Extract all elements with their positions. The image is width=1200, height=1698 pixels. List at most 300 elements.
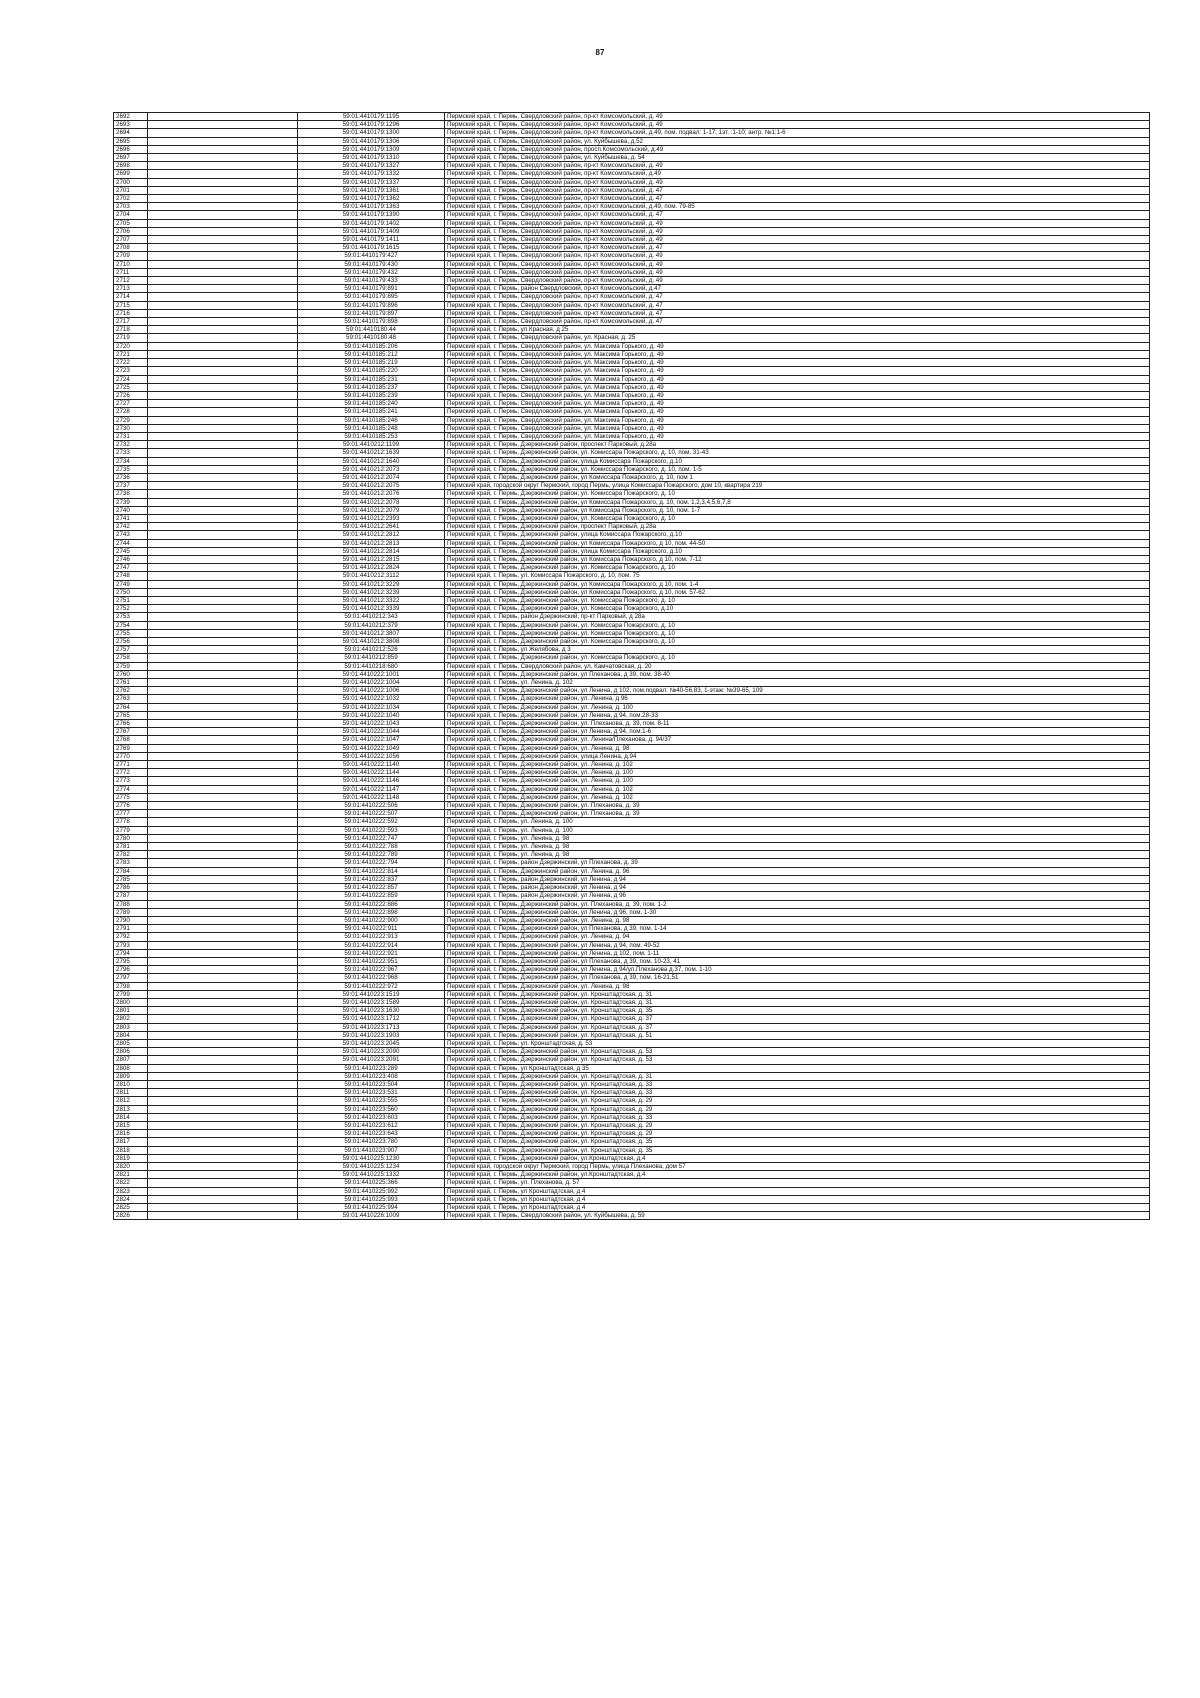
table-row: [114, 457, 1150, 465]
table-row: [114, 711, 1150, 719]
cadastral-number-cell: 59:01:4410225:1234: [298, 1163, 445, 1171]
row-number-cell: 2803: [114, 1023, 148, 1031]
table-row: [114, 465, 1150, 473]
empty-cell: [148, 925, 298, 933]
empty-cell: [148, 1089, 298, 1097]
empty-cell: [148, 916, 298, 924]
table-row: [114, 769, 1150, 777]
address-cell: Пермский край, г. Пермь, Свердловский район, пр-кт Комсомольский, д. 49: [445, 113, 1150, 121]
empty-cell: [148, 301, 298, 309]
table-row: [114, 916, 1150, 924]
empty-cell: [148, 1105, 298, 1113]
cadastral-number-cell: 59:01:4410212:2815: [298, 555, 445, 563]
empty-cell: [148, 268, 298, 276]
address-cell: Пермский край, г. Пермь, Свердловский район, пр-кт Комсомольский, д. 47: [445, 195, 1150, 203]
empty-cell: [148, 687, 298, 695]
cadastral-number-cell: 59:01:4410185:231: [298, 375, 445, 383]
address-cell: Пермский край, г. Пермь, Свердловский район, пр-кт Комсомольский, д. 49: [445, 252, 1150, 260]
address-cell: Пермский край, г. Пермь, Дзержинский район, улица Комиссара Пожарского, д.10: [445, 547, 1150, 555]
empty-cell: [148, 244, 298, 252]
table-row: [114, 326, 1150, 334]
row-number-cell: 2798: [114, 982, 148, 990]
table-row: [114, 1007, 1150, 1015]
address-cell: Пермский край, г. Пермь, Дзержинский район, улица Комиссара Пожарского, д.10: [445, 457, 1150, 465]
cadastral-number-cell: 59:01:4410223:555: [298, 1097, 445, 1105]
empty-cell: [148, 818, 298, 826]
cadastral-number-cell: 59:01:4410179:1300: [298, 129, 445, 137]
empty-cell: [148, 892, 298, 900]
cadastral-number-cell: 59:01:4410222:814: [298, 867, 445, 875]
address-cell: Пермский край, г. Пермь, Дзержинский район, ул Плеханова, д 39, пом. 1-14: [445, 925, 1150, 933]
row-number-cell: 2768: [114, 736, 148, 744]
table-row: [114, 268, 1150, 276]
row-number-cell: 2694: [114, 129, 148, 137]
row-number-cell: 2753: [114, 613, 148, 621]
empty-cell: [148, 629, 298, 637]
empty-cell: [148, 383, 298, 391]
row-number-cell: 2783: [114, 859, 148, 867]
address-cell: Пермский край, г. Пермь, Свердловский район, ул. Максима Горького, д. 49: [445, 408, 1150, 416]
empty-cell: [148, 498, 298, 506]
row-number-cell: 2792: [114, 933, 148, 941]
address-cell: Пермский край, г. Пермь, Свердловский район, ул. Красная, д. 25: [445, 334, 1150, 342]
empty-cell: [148, 1130, 298, 1138]
address-cell: Пермский край, г. Пермь, Дзержинский район, ул. Кронштадтская, д. 29: [445, 1105, 1150, 1113]
address-cell: Пермский край, г. Пермь, Свердловский район, пр-кт Комсомольский, д. 49: [445, 227, 1150, 235]
row-number-cell: 2738: [114, 490, 148, 498]
empty-cell: [148, 326, 298, 334]
row-number-cell: 2747: [114, 564, 148, 572]
empty-cell: [148, 457, 298, 465]
empty-cell: [148, 359, 298, 367]
table-row: [114, 818, 1150, 826]
empty-cell: [148, 752, 298, 760]
address-cell: Пермский край, г. Пермь, Дзержинский район, ул. Ленина, д. 100: [445, 703, 1150, 711]
address-cell: Пермский край, г. Пермь, Дзержинский район, ул. Кронштадтская, д. 33: [445, 1080, 1150, 1088]
empty-cell: [148, 867, 298, 875]
table-row: [114, 1097, 1150, 1105]
address-cell: Пермский край, г. Пермь, ул Кронштадтская, д 4: [445, 1187, 1150, 1195]
cadastral-number-cell: 59:01:4410225:993: [298, 1195, 445, 1203]
cadastral-number-cell: 59:01:4410179:1337: [298, 178, 445, 186]
cadastral-number-cell: 59:01:4410222:1144: [298, 769, 445, 777]
row-number-cell: 2825: [114, 1204, 148, 1212]
empty-cell: [148, 875, 298, 883]
row-number-cell: 2822: [114, 1179, 148, 1187]
empty-cell: [148, 482, 298, 490]
empty-cell: [148, 884, 298, 892]
table-row: [114, 1080, 1150, 1088]
empty-cell: [148, 941, 298, 949]
row-number-cell: 2724: [114, 375, 148, 383]
cadastral-number-cell: 59:01:4410223:780: [298, 1138, 445, 1146]
table-row: [114, 793, 1150, 801]
address-cell: Пермский край, г. Пермь, Свердловский район, ул. Куйбышева, д. 59: [445, 1212, 1150, 1220]
address-cell: Пермский край, г. Пермь, Свердловский район, пр-кт Комсомольский, д. 49: [445, 162, 1150, 170]
cadastral-number-cell: 59:01:4410222:1147: [298, 785, 445, 793]
row-number-cell: 2748: [114, 572, 148, 580]
row-number-cell: 2718: [114, 326, 148, 334]
table-row: [114, 777, 1150, 785]
cadastral-number-cell: 59:01:4410179:430: [298, 260, 445, 268]
address-cell: Пермский край, г. Пермь, ул Кронштадтская, д 35: [445, 1064, 1150, 1072]
empty-cell: [148, 761, 298, 769]
empty-cell: [148, 720, 298, 728]
cadastral-number-cell: 59:01:4410179:1390: [298, 211, 445, 219]
empty-cell: [148, 178, 298, 186]
empty-cell: [148, 933, 298, 941]
address-cell: Пермский край, г. Пермь, Дзержинский район, ул. Ленина, д 96: [445, 695, 1150, 703]
table-row: [114, 670, 1150, 678]
empty-cell: [148, 342, 298, 350]
row-number-cell: 2819: [114, 1154, 148, 1162]
cadastral-number-cell: 59:01:4410222:1006: [298, 687, 445, 695]
table-row: [114, 236, 1150, 244]
empty-cell: [148, 826, 298, 834]
table-row: [114, 441, 1150, 449]
table-row: [114, 1138, 1150, 1146]
empty-cell: [148, 129, 298, 137]
address-cell: Пермский край, г. Пермь, Дзержинский район, ул. Кронштадтская, д. 35: [445, 1138, 1150, 1146]
row-number-cell: 2760: [114, 670, 148, 678]
row-number-cell: 2816: [114, 1130, 148, 1138]
table-row: [114, 629, 1150, 637]
table-row: [114, 170, 1150, 178]
table-row: [114, 334, 1150, 342]
row-number-cell: 2711: [114, 268, 148, 276]
empty-cell: [148, 334, 298, 342]
empty-cell: [148, 318, 298, 326]
row-number-cell: 2787: [114, 892, 148, 900]
row-number-cell: 2818: [114, 1146, 148, 1154]
row-number-cell: 2692: [114, 113, 148, 121]
address-cell: Пермский край, г. Пермь, Свердловский район, ул. Максима Горького, д. 49: [445, 424, 1150, 432]
cadastral-number-cell: 59:01:4410223:612: [298, 1121, 445, 1129]
row-number-cell: 2695: [114, 137, 148, 145]
row-number-cell: 2805: [114, 1039, 148, 1047]
row-number-cell: 2703: [114, 203, 148, 211]
row-number-cell: 2807: [114, 1056, 148, 1064]
table-row: [114, 662, 1150, 670]
empty-cell: [148, 900, 298, 908]
row-number-cell: 2811: [114, 1089, 148, 1097]
empty-cell: [148, 990, 298, 998]
table-row: [114, 555, 1150, 563]
empty-cell: [148, 121, 298, 129]
row-number-cell: 2751: [114, 596, 148, 604]
cadastral-number-cell: 59:01:4410179:1327: [298, 162, 445, 170]
cadastral-number-cell: 59:01:4410179:427: [298, 252, 445, 260]
table-row: [114, 293, 1150, 301]
table-row: [114, 1064, 1150, 1072]
empty-cell: [148, 662, 298, 670]
address-cell: Пермский край, г. Пермь, Свердловский район, пр-кт Комсомольский, д. 47: [445, 211, 1150, 219]
row-number-cell: 2716: [114, 309, 148, 317]
cadastral-number-cell: 59:01:4410179:1615: [298, 244, 445, 252]
empty-cell: [148, 162, 298, 170]
row-number-cell: 2810: [114, 1080, 148, 1088]
table-row: [114, 1146, 1150, 1154]
table-row: [114, 572, 1150, 580]
empty-cell: [148, 350, 298, 358]
address-cell: Пермский край, г. Пермь, Дзержинский район, ул Комиссара Пожарского, д. 10, пом 1: [445, 473, 1150, 481]
row-number-cell: 2712: [114, 277, 148, 285]
empty-cell: [148, 785, 298, 793]
cadastral-number-cell: 59:01:4410222:857: [298, 884, 445, 892]
address-cell: Пермский край, г. Пермь, Дзержинский район, ул. Ленина/Плеханова, д. 94/37: [445, 736, 1150, 744]
address-cell: Пермский край, г. Пермь, Дзержинский район, ул Плеханова, д 39, пом. 16-21,51: [445, 974, 1150, 982]
row-number-cell: 2824: [114, 1195, 148, 1203]
row-number-cell: 2697: [114, 154, 148, 162]
row-number-cell: 2756: [114, 638, 148, 646]
row-number-cell: 2708: [114, 244, 148, 252]
row-number-cell: 2733: [114, 449, 148, 457]
table-row: [114, 244, 1150, 252]
cadastral-number-cell: 59:01:4410223:408: [298, 1072, 445, 1080]
table-row: [114, 990, 1150, 998]
address-cell: Пермский край, г. Пермь, Дзержинский район, ул Комиссара Пожарского, д 10, пом. 1-4: [445, 580, 1150, 588]
cadastral-number-cell: 59:01:4410212:1639: [298, 449, 445, 457]
empty-cell: [148, 408, 298, 416]
row-number-cell: 2730: [114, 424, 148, 432]
empty-cell: [148, 186, 298, 194]
cadastral-number-cell: 59:01:4410212:2812: [298, 531, 445, 539]
address-cell: Пермский край, г. Пермь, ул. Ленина, д. 98: [445, 834, 1150, 842]
empty-cell: [148, 441, 298, 449]
cadastral-number-cell: 59:01:4410179:1411: [298, 236, 445, 244]
table-row: [114, 375, 1150, 383]
table-row: [114, 1113, 1150, 1121]
address-cell: Пермский край, г. Пермь, Свердловский район, пр-кт Комсомольский, д.49, пом. 79-85: [445, 203, 1150, 211]
empty-cell: [148, 621, 298, 629]
address-cell: Пермский край, г. Пермь, Дзержинский район, ул. Плеханова, д. 39: [445, 810, 1150, 818]
table-row: [114, 113, 1150, 121]
row-number-cell: 2737: [114, 482, 148, 490]
table-row: [114, 1121, 1150, 1129]
cadastral-number-cell: 59:01:4410223:1712: [298, 1015, 445, 1023]
address-cell: Пермский край, г. Пермь, ул. Ленина, д. 100: [445, 826, 1150, 834]
table-row: [114, 539, 1150, 547]
table-row: [114, 974, 1150, 982]
table-row: [114, 391, 1150, 399]
cadastral-number-cell: 59:01:4410223:1713: [298, 1023, 445, 1031]
address-cell: Пермский край, г. Пермь, Свердловский район, ул. Куйбышева, д.52: [445, 137, 1150, 145]
address-cell: Пермский край, г. Пермь, Дзержинский район, ул. Ленина, д. 94: [445, 933, 1150, 941]
cadastral-number-cell: 59:01:4410222:1148: [298, 793, 445, 801]
address-cell: Пермский край, г. Пермь, Дзержинский район, ул.Кронштадтская, д.4: [445, 1171, 1150, 1179]
table-row: [114, 1031, 1150, 1039]
address-cell: Пермский край, г. Пермь, Дзержинский район, ул. Кронштадтская, д. 37: [445, 1023, 1150, 1031]
row-number-cell: 2715: [114, 301, 148, 309]
table-row: [114, 252, 1150, 260]
table-row: [114, 121, 1150, 129]
cadastral-number-cell: 59:01:4410185:240: [298, 400, 445, 408]
table-row: [114, 646, 1150, 654]
table-row: [114, 277, 1150, 285]
table-row: [114, 834, 1150, 842]
address-cell: Пермский край, г. Пермь, район Дзержинский, ул Ленина, д 94: [445, 875, 1150, 883]
table-row: [114, 859, 1150, 867]
address-cell: Пермский край, г. Пермь, ул. Кронштадтская, д. 53: [445, 1039, 1150, 1047]
cadastral-number-cell: 59:01:4410212:3229: [298, 580, 445, 588]
empty-cell: [148, 966, 298, 974]
cadastral-number-cell: 59:01:4410212:1640: [298, 457, 445, 465]
address-cell: Пермский край, г. Пермь, Свердловский район, пр-кт Комсомольский, д. 47: [445, 186, 1150, 194]
row-number-cell: 2740: [114, 506, 148, 514]
address-cell: Пермский край, г. Пермь, Дзержинский район, ул.Кронштадтская, д.4: [445, 1154, 1150, 1162]
cadastral-number-cell: 59:01:4410179:1296: [298, 121, 445, 129]
row-number-cell: 2699: [114, 170, 148, 178]
cadastral-number-cell: 59:01:4410179:1402: [298, 219, 445, 227]
table-row: [114, 186, 1150, 194]
table-row: [114, 588, 1150, 596]
row-number-cell: 2764: [114, 703, 148, 711]
address-cell: Пермский край, г. Пермь, Дзержинский район, ул Ленина, д 94, пом. 49-52: [445, 941, 1150, 949]
cadastral-number-cell: 59:01:4410179:433: [298, 277, 445, 285]
row-number-cell: 2720: [114, 342, 148, 350]
empty-cell: [148, 367, 298, 375]
cadastral-number-cell: 59:01:4410212:2073: [298, 465, 445, 473]
row-number-cell: 2732: [114, 441, 148, 449]
address-cell: Пермский край, г. Пермь, Дзержинский район, ул Комиссара Пожарского, д 10, пом. 44-50: [445, 539, 1150, 547]
empty-cell: [148, 432, 298, 440]
cadastral-number-cell: 59:01:4410212:343: [298, 613, 445, 621]
address-cell: Пермский край, г. Пермь, Свердловский район, пр-кт Комсомольский, д. 49: [445, 236, 1150, 244]
table-row: [114, 506, 1150, 514]
address-cell: Пермский край, г. Пермь, Дзержинский район, ул Плеханова, д 39, пом. 38-40: [445, 670, 1150, 678]
cadastral-number-cell: 59:01:4410222:789: [298, 851, 445, 859]
row-number-cell: 2775: [114, 793, 148, 801]
empty-cell: [148, 1146, 298, 1154]
cadastral-number-cell: 59:01:4410225:992: [298, 1187, 445, 1195]
row-number-cell: 2714: [114, 293, 148, 301]
row-number-cell: 2746: [114, 555, 148, 563]
cadastral-number-cell: 59:01:4410179:1363: [298, 203, 445, 211]
row-number-cell: 2754: [114, 621, 148, 629]
table-row: [114, 1056, 1150, 1064]
address-cell: Пермский край, г. Пермь, Дзержинский район, ул. Кронштадтская, д. 29: [445, 1130, 1150, 1138]
row-number-cell: 2765: [114, 711, 148, 719]
address-cell: Пермский край, г. Пермь, ул. Ленина, д. 98: [445, 851, 1150, 859]
cadastral-number-cell: 59:01:4410223:2090: [298, 1048, 445, 1056]
cadastral-number-cell: 59:01:4410222:859: [298, 892, 445, 900]
table-row: [114, 523, 1150, 531]
table-row: [114, 982, 1150, 990]
address-cell: Пермский край, г. Пермь, Дзержинский район, улица Комиссара Пожарского, д.10: [445, 531, 1150, 539]
cadastral-number-cell: 59:01:4410222:1004: [298, 679, 445, 687]
table-row: [114, 219, 1150, 227]
empty-cell: [148, 949, 298, 957]
empty-cell: [148, 1121, 298, 1129]
row-number-cell: 2704: [114, 211, 148, 219]
cadastral-register-table: [113, 112, 1150, 1220]
row-number-cell: 2719: [114, 334, 148, 342]
row-number-cell: 2700: [114, 178, 148, 186]
empty-cell: [148, 810, 298, 818]
cadastral-number-cell: 59:01:4410223:1589: [298, 998, 445, 1006]
empty-cell: [148, 1064, 298, 1072]
address-cell: Пермский край, г. Пермь, Дзержинский район, ул Комиссара Пожарского, д 10, пом. 7-12: [445, 555, 1150, 563]
empty-cell: [148, 473, 298, 481]
empty-cell: [148, 1171, 298, 1179]
table-row: [114, 227, 1150, 235]
cadastral-number-cell: 59:01:4410179:1361: [298, 186, 445, 194]
row-number-cell: 2729: [114, 416, 148, 424]
cadastral-number-cell: 59:01:4410223:531: [298, 1089, 445, 1097]
address-cell: Пермский край, г. Пермь, Свердловский район, ул. Максима Горького, д. 49: [445, 391, 1150, 399]
cadastral-number-cell: 59:01:4410222:1146: [298, 777, 445, 785]
table-row: [114, 933, 1150, 941]
empty-cell: [148, 982, 298, 990]
row-number-cell: 2739: [114, 498, 148, 506]
address-cell: Пермский край, г. Пермь, район Дзержинский, ул Ленина, д 96: [445, 892, 1150, 900]
cadastral-number-cell: 59:01:4410222:951: [298, 957, 445, 965]
address-cell: Пермский край, г. Пермь, Дзержинский район, ул. Ленина, д. 98: [445, 916, 1150, 924]
cadastral-number-cell: 59:01:4410222:1049: [298, 744, 445, 752]
table-row: [114, 851, 1150, 859]
cadastral-number-cell: 59:01:4410212:2079: [298, 506, 445, 514]
cadastral-number-cell: 59:01:4410180:48: [298, 334, 445, 342]
row-number-cell: 2763: [114, 695, 148, 703]
cadastral-number-cell: 59:01:4410222:921: [298, 949, 445, 957]
address-cell: Пермский край, г. Пермь, Свердловский район, пр-кт Комсомольский, д. 47: [445, 318, 1150, 326]
address-cell: Пермский край, г. Пермь, Дзержинский район, ул. Кронштадтская, д. 31: [445, 990, 1150, 998]
table-row: [114, 941, 1150, 949]
empty-cell: [148, 1195, 298, 1203]
empty-cell: [148, 490, 298, 498]
row-number-cell: 2802: [114, 1015, 148, 1023]
row-number-cell: 2790: [114, 916, 148, 924]
cadastral-number-cell: 59:01:4410222:1034: [298, 703, 445, 711]
address-cell: Пермский край, г. Пермь, Свердловский район, ул. Максима Горького, д. 49: [445, 342, 1150, 350]
row-number-cell: 2814: [114, 1113, 148, 1121]
cadastral-number-cell: 59:01:4410222:967: [298, 966, 445, 974]
address-cell: Пермский край, г. Пермь, Дзержинский район, ул. Плеханова, д. 39, пом. 8-11: [445, 720, 1150, 728]
table-row: [114, 621, 1150, 629]
row-number-cell: 2813: [114, 1105, 148, 1113]
table-row: [114, 949, 1150, 957]
empty-cell: [148, 793, 298, 801]
empty-cell: [148, 1138, 298, 1146]
row-number-cell: 2781: [114, 843, 148, 851]
address-cell: Пермский край, г. Пермь, ул Красная, д 25: [445, 326, 1150, 334]
table-row: [114, 1039, 1150, 1047]
row-number-cell: 2769: [114, 744, 148, 752]
table-row: [114, 309, 1150, 317]
address-cell: Пермский край, г. Пермь, Дзержинский район, ул. Комиссара Пожарского, д. 10: [445, 654, 1150, 662]
table-row: [114, 260, 1150, 268]
table-row: [114, 211, 1150, 219]
address-cell: Пермский край, г. Пермь, Дзержинский район, ул Ленина, д 96, пом. 1-30: [445, 908, 1150, 916]
row-number-cell: 2706: [114, 227, 148, 235]
cadastral-number-cell: 59:01:4410223:907: [298, 1146, 445, 1154]
address-cell: Пермский край, г. Пермь, Дзержинский район, ул. Комиссара Пожарского, д. 10: [445, 514, 1150, 522]
address-cell: Пермский край, г. Пермь, Дзержинский район, ул Ленина, д 94, пом.1-6: [445, 728, 1150, 736]
address-cell: Пермский край, г. Пермь, Дзержинский район, ул. Комиссара Пожарского, д. 10: [445, 638, 1150, 646]
table-row: [114, 318, 1150, 326]
address-cell: Пермский край, г. Пермь, Дзержинский район, ул. Комиссара Пожарского, д.10: [445, 605, 1150, 613]
address-cell: Пермский край, г. Пермь, Дзержинский район, ул. Плеханова, д. 39: [445, 802, 1150, 810]
cadastral-number-cell: 59:01:4410212:859: [298, 654, 445, 662]
cadastral-number-cell: 59:01:4410179:1195: [298, 113, 445, 121]
row-number-cell: 2770: [114, 752, 148, 760]
row-number-cell: 2794: [114, 949, 148, 957]
table-row: [114, 178, 1150, 186]
address-cell: Пермский край, г. Пермь, район Дзержинский, ул Плеханова, д. 39: [445, 859, 1150, 867]
table-row: [114, 957, 1150, 965]
empty-cell: [148, 1204, 298, 1212]
empty-cell: [148, 679, 298, 687]
